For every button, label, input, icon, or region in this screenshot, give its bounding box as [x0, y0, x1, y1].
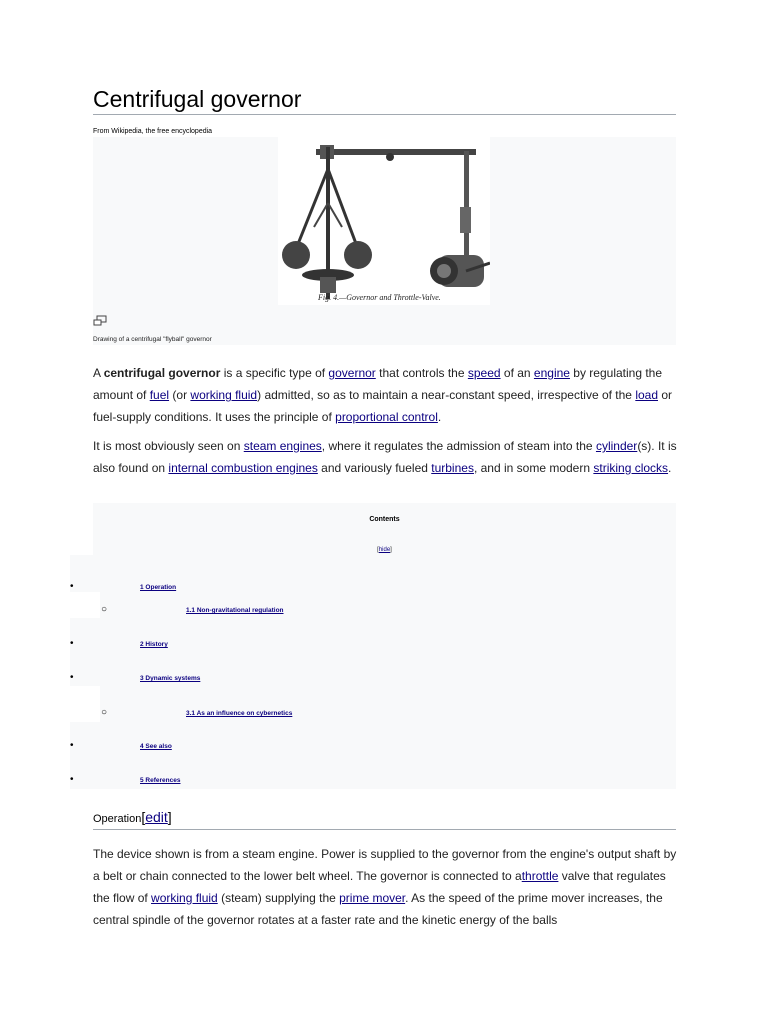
toc-indent-gap [70, 592, 100, 618]
text: of an [500, 366, 534, 380]
text: . [437, 410, 442, 424]
link-steam-engines[interactable]: steam engines [243, 439, 322, 453]
toc-hide-toggle[interactable]: [hide] [377, 547, 392, 553]
toc-item-dynamic-systems[interactable]: 3 Dynamic systems [140, 675, 201, 682]
link-working-fluid[interactable]: working fluid [151, 891, 218, 905]
link-prime-mover[interactable]: prime mover [339, 891, 406, 905]
link-fuel[interactable]: fuel [149, 388, 170, 402]
usage-paragraph [93, 435, 679, 479]
toc-item-references[interactable]: 5 References [140, 777, 181, 784]
link-turbines[interactable]: turbines [431, 461, 474, 475]
text: . [668, 461, 672, 475]
text: or fuel-supply conditions. It uses the principle of [93, 388, 673, 424]
edit-link[interactable]: edit [145, 809, 168, 825]
page-title: Centrifugal governor [93, 86, 302, 112]
toc-item-operation[interactable]: 1 Operation [140, 584, 177, 591]
link-throttle[interactable]: throttle [521, 869, 559, 883]
toc-bullet: • [70, 638, 74, 649]
link-engine[interactable]: engine [533, 366, 570, 380]
text: ) admitted, so as to maintain a near-constant speed, irrespective of the [257, 388, 636, 402]
link-proportional-control[interactable]: proportional control [335, 410, 438, 424]
link-governor[interactable]: governor [328, 366, 376, 380]
figure-image-caption: Fig. 4.—Governor and Throttle-Valve. [318, 293, 441, 302]
text: . As the speed of the prime mover increases, the central spindle of the governor rotates at a faster rate and the kinetic energy of the balls [93, 891, 663, 927]
toc-indent-gap [70, 686, 100, 722]
edit-section: [edit] [141, 809, 172, 825]
section-heading-operation [93, 809, 172, 825]
text: and variously fueled [317, 461, 432, 475]
toc-sub-bullet: ○ [101, 707, 108, 718]
link-speed[interactable]: speed [467, 366, 501, 380]
operation-paragraph [93, 843, 679, 931]
text: by regulating the amount of [93, 366, 663, 402]
toc-bullet: • [70, 774, 74, 785]
toc-item-history[interactable]: 2 History [140, 641, 168, 648]
section-divider [93, 829, 676, 830]
governor-drawing[interactable] [278, 137, 490, 305]
toc-bullet: • [70, 672, 74, 683]
link-cylinder[interactable]: cylinder [595, 439, 638, 453]
section-title: Operation [93, 813, 142, 825]
text: , and in some modern [473, 461, 594, 475]
text: (or [169, 388, 191, 402]
toc-item-see-also[interactable]: 4 See also [140, 743, 172, 750]
link-striking-clocks[interactable]: striking clocks [593, 461, 669, 475]
title-divider [93, 114, 676, 115]
text: (s). It is also found on [93, 439, 677, 475]
toc-item-non-gravitational-regulation[interactable]: 1.1 Non-gravitational regulation [186, 607, 284, 614]
text: It is most obviously seen on [93, 439, 244, 453]
text: The device shown is from a steam engine. Power is supplied to the governor from the engine's output shaft by a belt or chain connected to the lower belt wheel. The governor is connected to a [93, 847, 677, 883]
text: is a specific type of [220, 366, 329, 380]
toc-bullet: • [70, 740, 74, 751]
figure-caption: Drawing of a centrifugal "flyball" governor [93, 336, 212, 343]
text: valve that regulates the flow of [93, 869, 666, 905]
text: , where it regulates the admission of steam into the [321, 439, 596, 453]
toc-title: Contents [369, 516, 400, 523]
enlarge-icon[interactable] [93, 314, 107, 326]
text: that controls the [375, 366, 468, 380]
toc-hide-link[interactable]: hide [378, 547, 391, 553]
link-internal-combustion-engines[interactable]: internal combustion engines [168, 461, 318, 475]
bold-term: centrifugal governor [103, 366, 221, 380]
text: (steam) supplying the [217, 891, 340, 905]
tagline: From Wikipedia, the free encyclopedia [93, 128, 213, 135]
toc-item-cybernetics[interactable]: 3.1 As an influence on cybernetics [186, 710, 293, 717]
intro-paragraph [93, 362, 679, 428]
toc-bullet: • [70, 581, 74, 592]
link-load[interactable]: load [635, 388, 658, 402]
link-working-fluid[interactable]: working fluid [190, 388, 258, 402]
text: A [93, 366, 104, 380]
toc-sub-bullet: ○ [101, 604, 108, 615]
